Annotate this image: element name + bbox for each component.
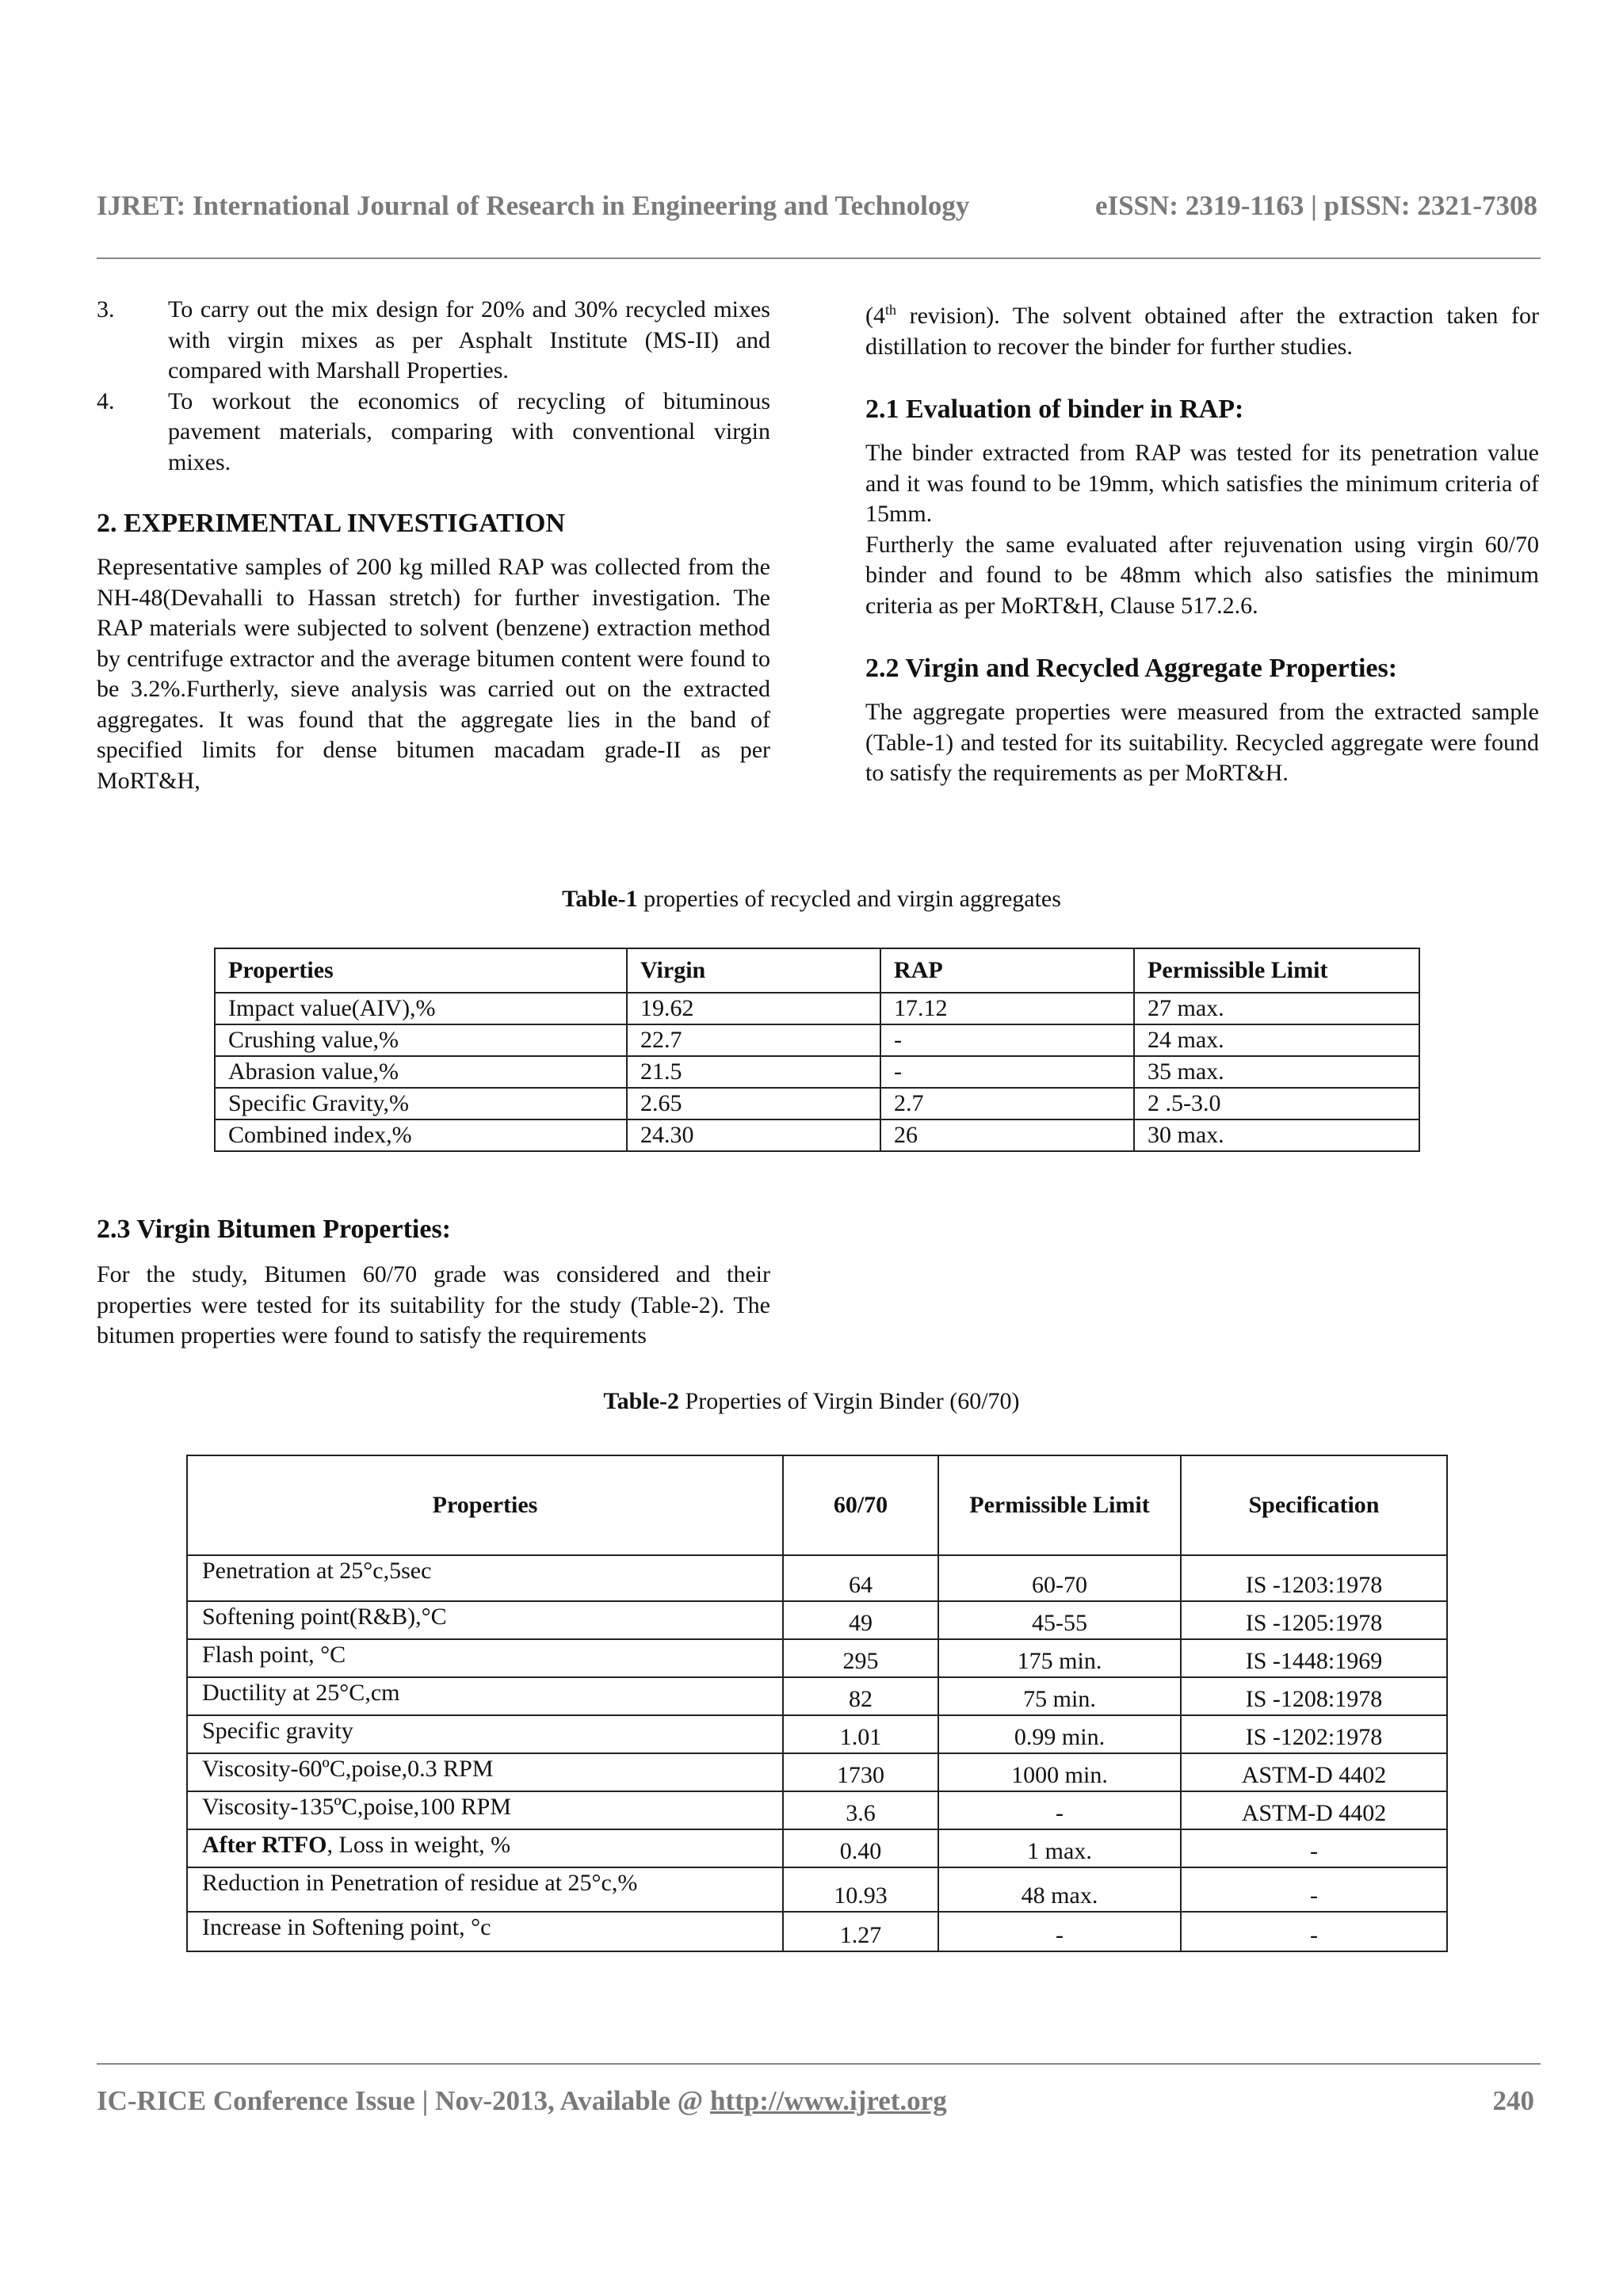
cell: 64 [783,1555,938,1601]
cell: 295 [783,1639,938,1677]
table-row [215,1056,1419,1088]
cell: Viscosity-60ºC,poise,0.3 RPM [187,1753,783,1791]
header-cell: Virgin [627,948,880,993]
cell: Crushing value,% [215,1024,627,1056]
cell-text: , Loss in weight, % [327,1832,511,1858]
issn: eISSN: 2319-1163 | pISSN: 2321-7308 [1094,190,1537,221]
cell: 49 [783,1601,938,1639]
cell: 10.93 [783,1867,938,1912]
footer-rule [97,2063,1541,2065]
cell: 48 max. [938,1867,1181,1912]
header-cell: Properties [187,1455,783,1555]
page-number: 240 [1492,2085,1534,2116]
list-item [97,387,770,479]
cell: - [880,1056,1134,1088]
cell: - [938,1791,1181,1829]
table-row [187,1867,1447,1912]
caption-text: Properties of Virgin Binder (60/70) [679,1388,1020,1414]
page-header [97,190,1537,222]
cell: IS -1202:1978 [1181,1715,1447,1753]
cell: Viscosity-135ºC,poise,100 RPM [187,1791,783,1829]
footer-text: IC-RICE Conference Issue | Nov-2013, Available @ [97,2085,710,2116]
paragraph: Furtherly the same evaluated after rejuvenation using virgin 60/70 binder and found to be 48mm which also satisfies the minimum criteria as per MoRT&H, Clause 517.2.6. [865,531,1539,619]
table-row [187,1753,1447,1791]
section-heading: 2. EXPERIMENTAL INVESTIGATION [97,509,566,538]
section-2-3 [97,1214,770,1352]
table-row [215,1088,1419,1119]
header-cell: Permissible Limit [938,1455,1181,1555]
cell: IS -1448:1969 [1181,1639,1447,1677]
header-rule [97,257,1541,259]
paragraph: For the study, Bitumen 60/70 grade was considered and their properties were tested for its suitability for the study (Table-2). The bitumen properties were found to satisfy the requirements [97,1261,770,1348]
cell: - [1181,1912,1447,1951]
table-row [187,1555,1447,1601]
cell: IS -1205:1978 [1181,1601,1447,1639]
cell: 22.7 [627,1024,880,1056]
list-number: 4. [97,387,115,414]
cell: 45-55 [938,1601,1181,1639]
cell: Specific gravity [187,1715,783,1753]
cell: Abrasion value,% [215,1056,627,1088]
cell: 26 [880,1119,1134,1151]
cell: 2.7 [880,1088,1134,1119]
list-item [97,295,770,387]
header-cell: RAP [880,948,1134,993]
cell: IS -1208:1978 [1181,1677,1447,1715]
cell: 1.01 [783,1715,938,1753]
paragraph: The binder extracted from RAP was tested for its penetration value and it was found to be 19mm, which satisfies the minimum criteria of 15mm. [865,440,1539,527]
header-cell: Permissible Limit [1134,948,1419,993]
bold-label: After RTFO [202,1832,327,1858]
list-text: To carry out the mix design for 20% and 30% recycled mixes with virgin mixes as per Asphalt Institute (MS-II) and compared with Marshall Properties. [168,296,770,383]
cell: Reduction in Penetration of residue at 25°c,% [187,1867,783,1912]
paragraph [865,295,1539,362]
list-number: 3. [97,296,115,322]
cell: Combined index,% [215,1119,627,1151]
caption-label: Table-1 [562,886,638,912]
cell: 82 [783,1677,938,1715]
table-row [187,1677,1447,1715]
table2-caption [0,1388,1623,1415]
cell: 2 .5-3.0 [1134,1088,1419,1119]
header-cell: Properties [215,948,627,993]
table-row [187,1601,1447,1639]
table2 [186,1455,1448,1952]
cell: 35 max. [1134,1056,1419,1088]
cell: 75 min. [938,1677,1181,1715]
caption-text: properties of recycled and virgin aggregates [637,886,1061,912]
cell: 1000 min. [938,1753,1181,1791]
cell: ASTM-D 4402 [1181,1753,1447,1791]
list-text: To workout the economics of recycling of bituminous pavement materials, comparing with conventional virgin mixes. [168,387,770,475]
cell: - [938,1912,1181,1951]
paragraph: Representative samples of 200 kg milled RAP was collected from the NH-48(Devahalli to Hassan stretch) for further investigation. The RAP materials were subjected to solvent (benzene) extraction method by centrifuge extractor and the average bitumen content were found to be 3.2%.Furtherly, sieve analysis was carried out on the extracted aggregates. It was found that the aggregate lies in the band of specified limits for dense bitumen macadam grade-II as per MoRT&H, [97,554,770,794]
table-header-row [187,1455,1447,1555]
cell: 24.30 [627,1119,880,1151]
cell: 24 max. [1134,1024,1419,1056]
cell: - [1181,1867,1447,1912]
table1 [214,948,1420,1152]
cell: 1.27 [783,1912,938,1951]
section-heading: 2.3 Virgin Bitumen Properties: [97,1215,451,1244]
table-header-row [215,948,1419,993]
right-column [865,295,1539,789]
cell [187,1829,783,1867]
cell: Penetration at 25°c,5sec [187,1555,783,1601]
table1-caption [0,886,1623,913]
cell: Increase in Softening point, °c [187,1912,783,1951]
text: revision). The solvent obtained after the extraction taken for distillation to recover the binder for further studies. [865,303,1539,360]
cell: 1730 [783,1753,938,1791]
cell: 0.99 min. [938,1715,1181,1753]
cell: Flash point, °C [187,1639,783,1677]
journal-title: IJRET: International Journal of Research in Engineering and Technology [97,190,970,221]
table-row [215,993,1419,1024]
cell: 3.6 [783,1791,938,1829]
section-heading: 2.2 Virgin and Recycled Aggregate Properties: [865,654,1398,683]
journal-link[interactable]: http://www.ijret.org [709,2085,947,2116]
caption-label: Table-2 [603,1388,680,1414]
cell: 0.40 [783,1829,938,1867]
header-cell: 60/70 [783,1455,938,1555]
footer-conference [97,2085,947,2117]
cell: 1 max. [938,1829,1181,1867]
cell: Impact value(AIV),% [215,993,627,1024]
table-row [215,1119,1419,1151]
table-row [215,1024,1419,1056]
table-row [187,1829,1447,1867]
cell: 21.5 [627,1056,880,1088]
section-heading: 2.1 Evaluation of binder in RAP: [865,395,1244,424]
cell: 19.62 [627,993,880,1024]
header-cell: Specification [1181,1455,1447,1555]
text: (4 [865,303,885,329]
table-row [187,1639,1447,1677]
cell: Specific Gravity,% [215,1088,627,1119]
cell: 2.65 [627,1088,880,1119]
cell: Ductility at 25°C,cm [187,1677,783,1715]
superscript: th [885,302,897,318]
paragraph: The aggregate properties were measured from the extracted sample (Table-1) and tested for its suitability. Recycled aggregate were found to satisfy the requirements as per MoRT&H. [865,699,1539,786]
cell: 175 min. [938,1639,1181,1677]
cell: 27 max. [1134,993,1419,1024]
cell: Softening point(R&B),°C [187,1601,783,1639]
page-footer [97,2085,1534,2117]
left-column [97,295,770,796]
table-row [187,1791,1447,1829]
cell: 30 max. [1134,1119,1419,1151]
cell: ASTM-D 4402 [1181,1791,1447,1829]
cell: - [1181,1829,1447,1867]
cell: - [880,1024,1134,1056]
cell: IS -1203:1978 [1181,1555,1447,1601]
cell: 17.12 [880,993,1134,1024]
cell: 60-70 [938,1555,1181,1601]
table-row [187,1715,1447,1753]
table-row [187,1912,1447,1951]
